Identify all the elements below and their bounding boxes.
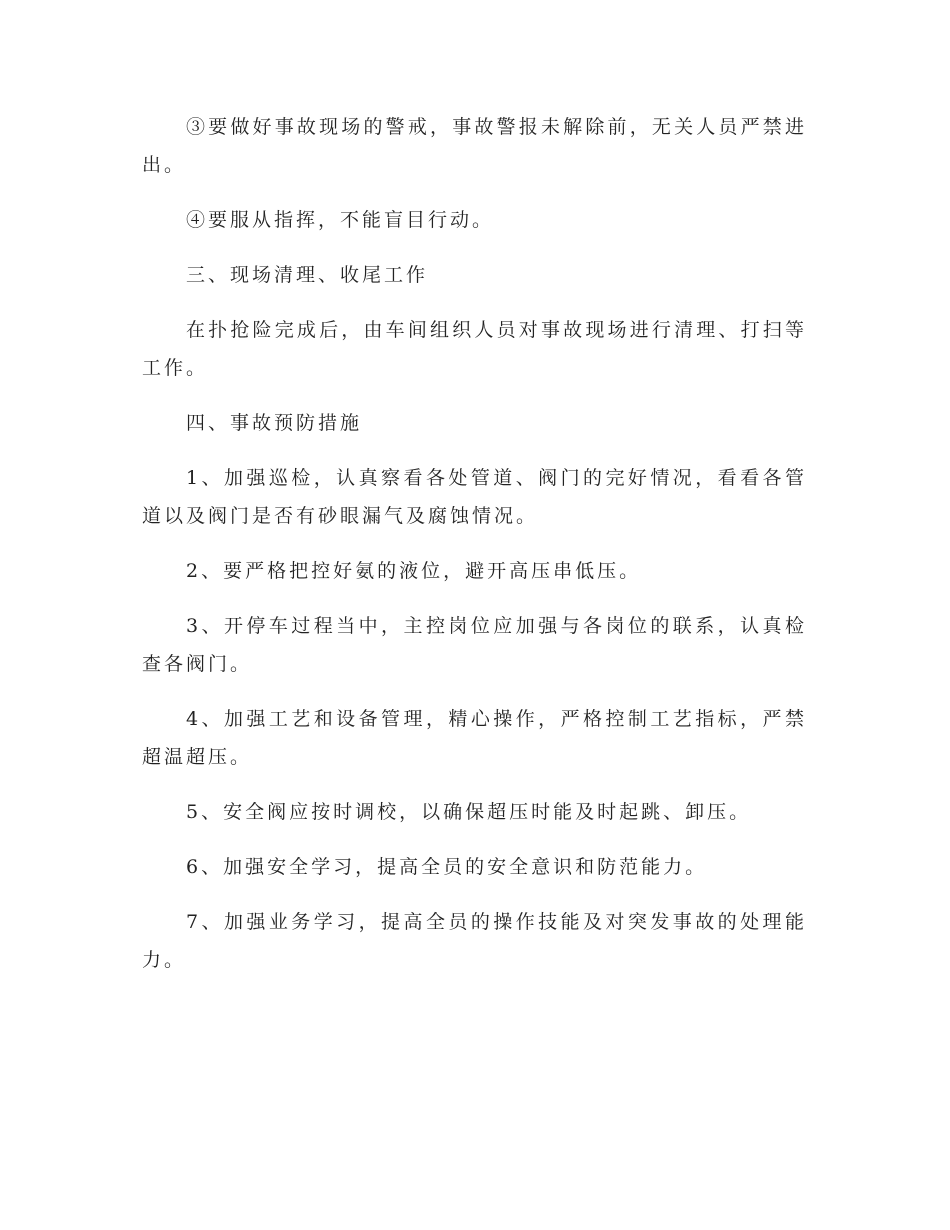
list-item-4: 4、加强工艺和设备管理，精心操作，严格控制工艺指标，严禁超温超压。	[142, 708, 807, 768]
list-item-2: 2、要严格把控好氨的液位，避开高压串低压。	[186, 560, 642, 582]
list-item-7: 7、加强业务学习，提高全员的操作技能及对突发事故的处理能力。	[142, 911, 807, 971]
paragraph-cordon: ③要做好事故现场的警戒，事故警报未解除前，无关人员严禁进出。	[142, 116, 807, 176]
list-item-5: 5、安全阀应按时调校，以确保超压时能及时起跳、卸压。	[186, 801, 752, 823]
paragraph-cleanup: 在扑抢险完成后，由车间组织人员对事故现场进行清理、打扫等工作。	[142, 319, 807, 379]
list-item-3: 3、开停车过程当中，主控岗位应加强与各岗位的联系，认真检查各阀门。	[142, 615, 807, 675]
list-item-1: 1、加强巡检，认真察看各处管道、阀门的完好情况，看看各管道以及阀门是否有砂眼漏气及腐蚀情况。	[142, 467, 807, 527]
list-item-6: 6、加强安全学习，提高全员的安全意识和防范能力。	[186, 856, 708, 878]
section-heading-prevention: 四、事故预防措施	[186, 412, 363, 434]
section-heading-cleanup: 三、现场清理、收尾工作	[186, 264, 429, 286]
paragraph-obey-command: ④要服从指挥，不能盲目行动。	[186, 209, 495, 231]
document-page	[142, 108, 807, 996]
